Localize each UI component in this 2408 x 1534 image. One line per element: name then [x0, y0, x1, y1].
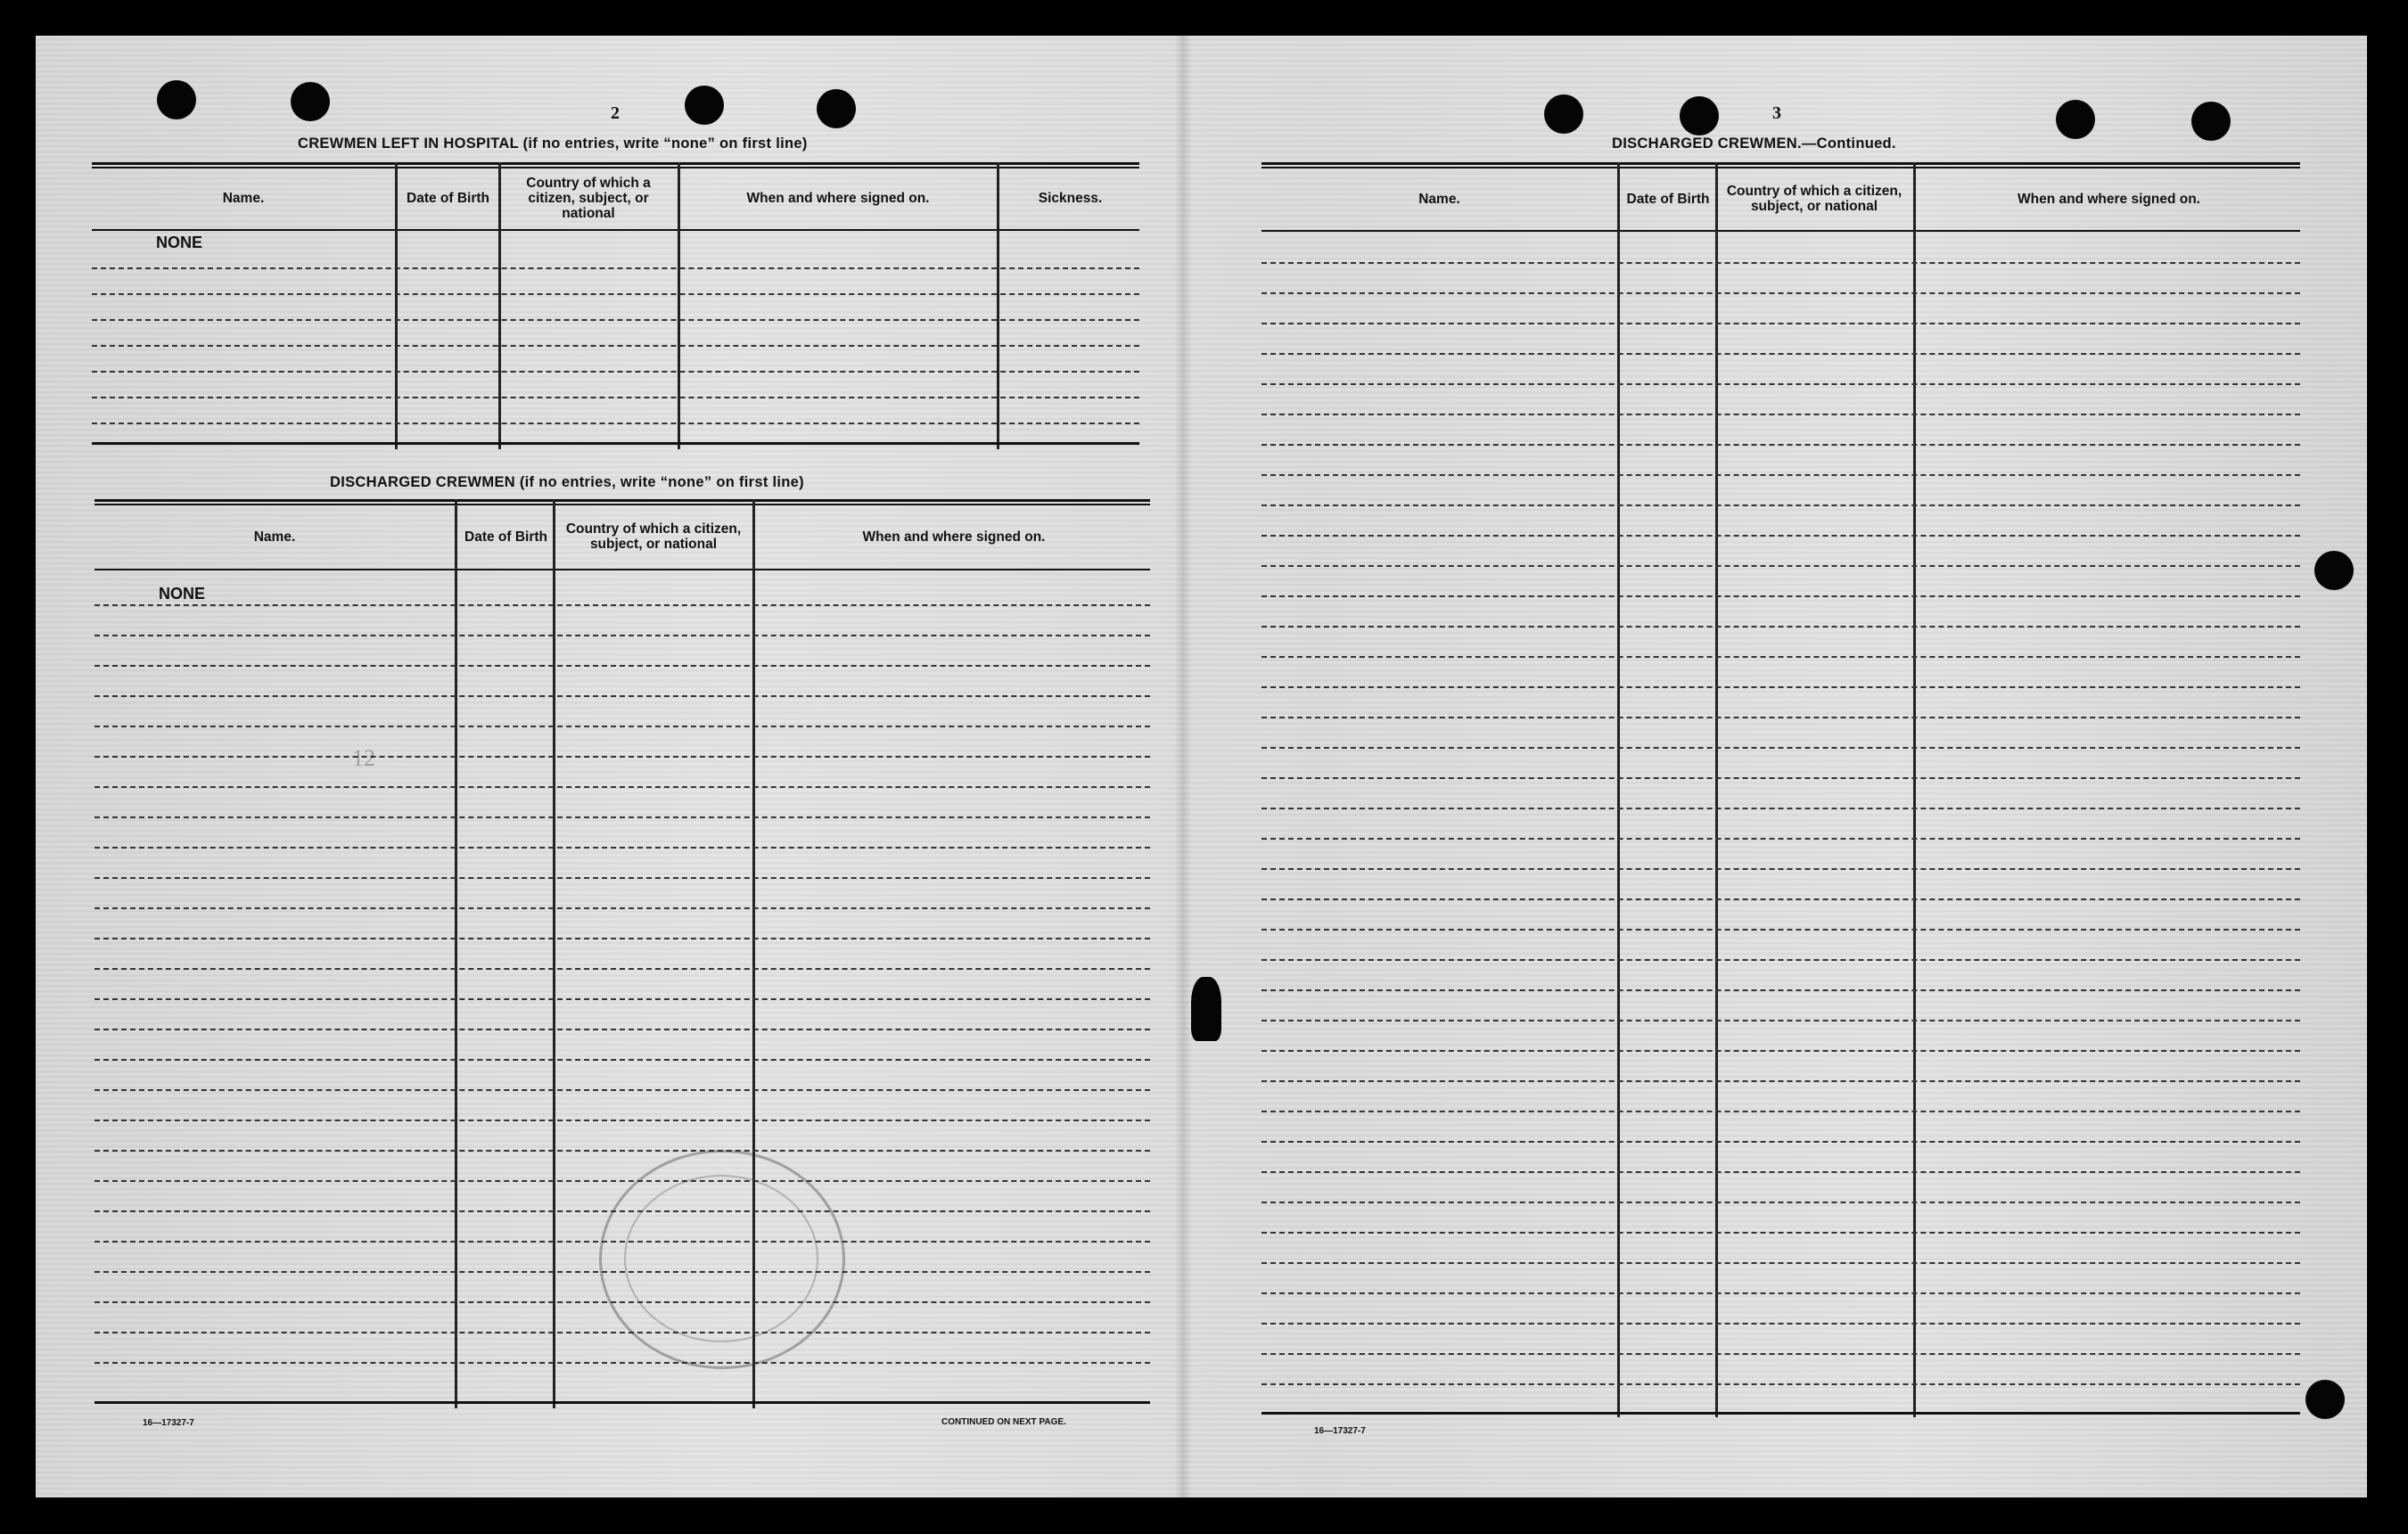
faint-handwritten-number: 12 [352, 745, 375, 771]
col-header-name: Name. [253, 529, 296, 545]
col-header-date-of-birth: Date of Birth [464, 529, 547, 545]
col-header-sickness: Sickness. [1038, 190, 1103, 206]
col-header-date-of-birth: Date of Birth [407, 190, 489, 206]
punch-hole [1544, 94, 1583, 134]
punch-hole [685, 86, 724, 125]
page-fold [1175, 36, 1191, 1497]
page-number-right: 3 [1772, 103, 1781, 123]
hospital-section-title: CREWMEN LEFT IN HOSPITAL (if no entries, write “none” on first line) [298, 135, 808, 152]
punch-hole [2191, 102, 2231, 141]
col-header-date-of-birth: Date of Birth [1626, 191, 1710, 207]
punch-hole [2314, 551, 2354, 590]
binding-notch [1191, 977, 1221, 1041]
col-header-country: Country of which a citizen, subject, or national [526, 175, 651, 221]
col-header-country: Country of which a citizen, subject, or national [565, 521, 742, 552]
continued-note: CONTINUED ON NEXT PAGE. [941, 1417, 1066, 1427]
discharged-section-title: DISCHARGED CREWMEN (if no entries, write “none” on first line) [330, 474, 804, 490]
col-header-signed-on: When and where signed on. [862, 529, 1046, 545]
form-number-right: 16—17327-7 [1314, 1426, 1366, 1436]
hospital-first-entry: NONE [156, 234, 203, 251]
col-header-signed-on: When and where signed on. [2018, 191, 2200, 207]
punch-hole [1680, 96, 1719, 135]
page-number-left: 2 [611, 103, 620, 123]
hospital-table [92, 162, 1139, 449]
punch-hole [157, 80, 196, 119]
punch-hole [2305, 1380, 2345, 1419]
form-number-left: 16—17327-7 [143, 1418, 194, 1428]
col-header-name: Name. [222, 190, 265, 206]
punch-hole [291, 82, 330, 121]
col-header-name: Name. [1418, 191, 1460, 207]
punch-hole [2056, 100, 2095, 139]
discharged-table-right [1262, 162, 2300, 1417]
discharged-first-entry: NONE [159, 585, 206, 603]
col-header-country: Country of which a citizen, subject, or national [1726, 184, 1903, 214]
punch-hole [817, 89, 856, 128]
discharged-continued-title: DISCHARGED CREWMEN.—Continued. [1612, 135, 1896, 152]
faint-stamp-inner [624, 1175, 818, 1342]
col-header-signed-on: When and where signed on. [746, 190, 930, 206]
